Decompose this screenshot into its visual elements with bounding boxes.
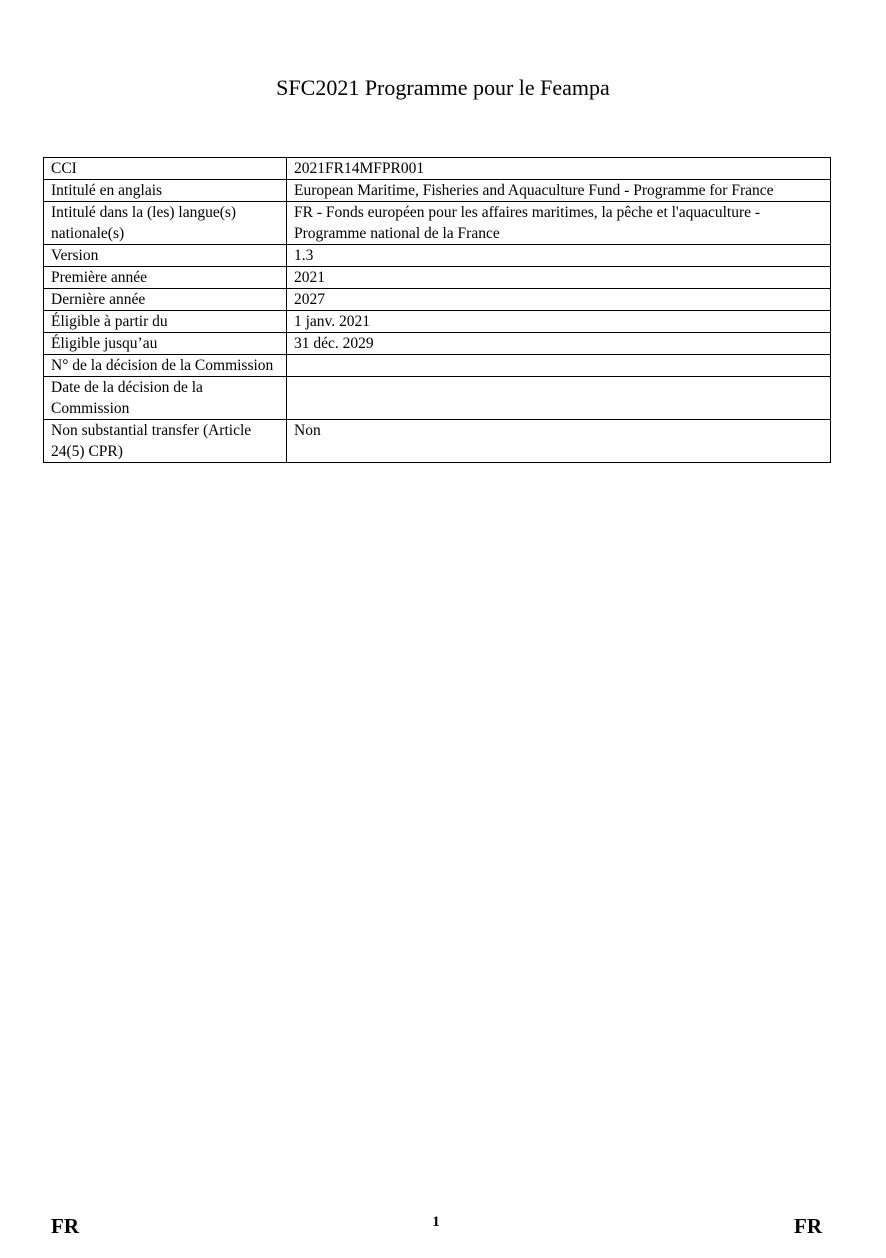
footer-language-left: FR: [51, 1214, 79, 1238]
row-value: 1.3: [287, 245, 831, 267]
table-row-decision-date: [44, 377, 831, 420]
table-row-first-year: [44, 267, 831, 289]
row-value: 2021FR14MFPR001: [287, 158, 831, 180]
row-value: 2027: [287, 289, 831, 311]
row-label: Dernière année: [44, 289, 287, 311]
row-label: Intitulé dans la (les) langue(s) nationale(s): [44, 202, 287, 245]
row-label: Non substantial transfer (Article 24(5) CPR): [44, 420, 287, 463]
footer-page-number: 1: [432, 1214, 440, 1230]
row-label: CCI: [44, 158, 287, 180]
table-row-english-title: [44, 180, 831, 202]
table-row-non-substantial-transfer: [44, 420, 831, 463]
table-row-national-title: [44, 202, 831, 245]
row-label: Intitulé en anglais: [44, 180, 287, 202]
table-row-version: [44, 245, 831, 267]
row-label: Éligible jusqu’au: [44, 333, 287, 355]
table-row-cci: [44, 158, 831, 180]
row-value: Non: [287, 420, 831, 463]
row-value: [287, 355, 831, 377]
row-value: 31 déc. 2029: [287, 333, 831, 355]
table-row-eligible-from: [44, 311, 831, 333]
row-label: Première année: [44, 267, 287, 289]
row-label: N° de la décision de la Commission: [44, 355, 287, 377]
programme-info-table: [43, 157, 831, 463]
table-row-eligible-until: [44, 333, 831, 355]
row-label: Éligible à partir du: [44, 311, 287, 333]
table-row-decision-number: [44, 355, 831, 377]
row-value: 2021: [287, 267, 831, 289]
row-value: European Maritime, Fisheries and Aquaculture Fund - Programme for France: [287, 180, 831, 202]
table-row-last-year: [44, 289, 831, 311]
row-value: 1 janv. 2021: [287, 311, 831, 333]
document-title: SFC2021 Programme pour le Feampa: [276, 75, 610, 100]
row-value: [287, 377, 831, 420]
footer-language-right: FR: [794, 1214, 822, 1238]
row-value: FR - Fonds européen pour les affaires maritimes, la pêche et l'aquaculture - Programme national de la France: [287, 202, 831, 245]
row-label: Date de la décision de la Commission: [44, 377, 287, 420]
row-label: Version: [44, 245, 287, 267]
